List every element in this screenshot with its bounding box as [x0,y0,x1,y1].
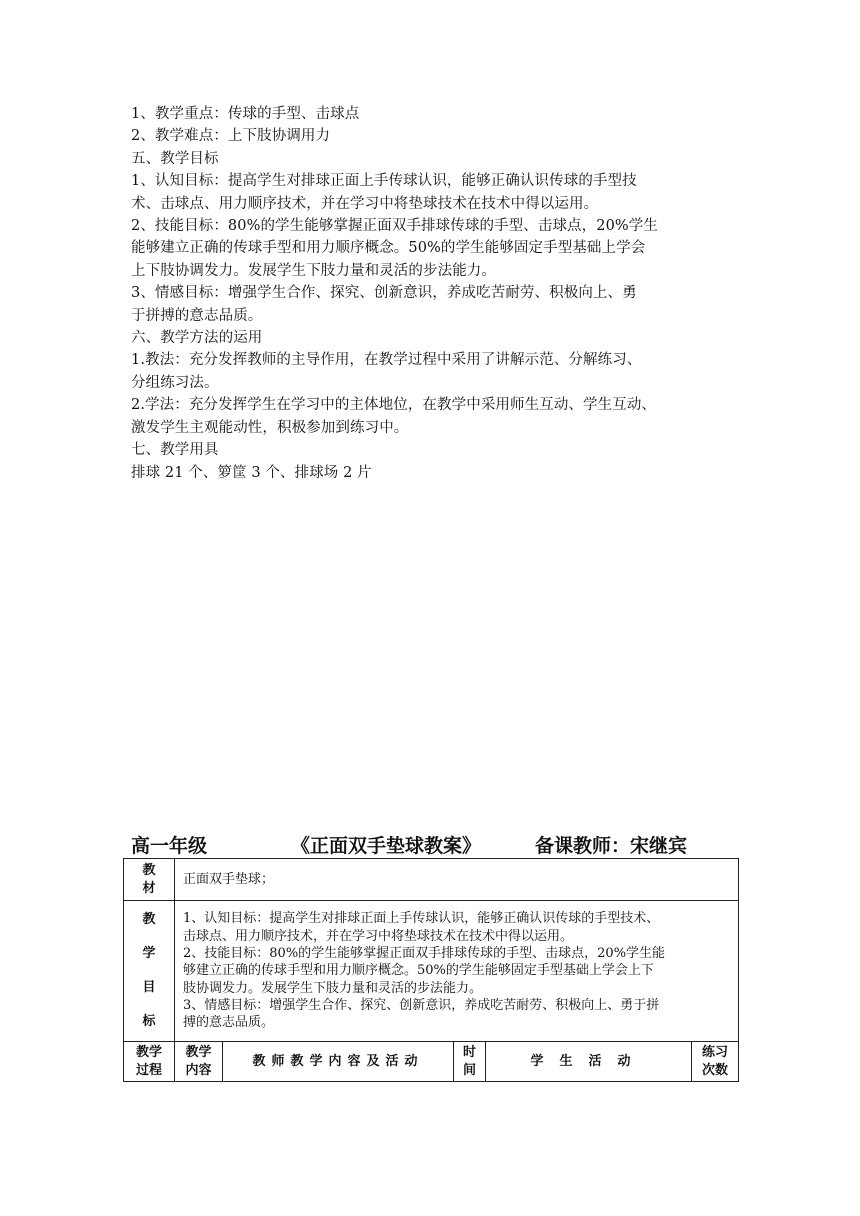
header-text: 练习 [702,1045,729,1061]
header-time [454,1042,486,1082]
text-line: 2、技能目标：80%的学生能够掌握正面双手排球传球的手型、击球点，20%学生 [131,218,658,235]
header-text: 教师教学内容及活动 [252,1053,424,1069]
text-line: 术、击球点、用力顺序技术，并在学习中将垫球技术在技术中得以运用。 [131,195,599,212]
header-text: 时 [462,1045,476,1061]
material-label-char: 材 [142,880,156,896]
body-text [131,103,731,484]
text-line: 排球 21 个、箩筐 3 个、排球场 2 片 [131,464,372,481]
header-text: 次数 [702,1062,729,1078]
text-line: 分组练习法。 [131,374,219,391]
goal-line: 搏的意志品质。 [183,1015,275,1031]
header-practice-count [692,1042,739,1082]
text-line: 1、教学重点：传球的手型、击球点 [131,106,360,122]
section-heading: 五、教学目标 [131,150,219,167]
goal-label-char: 标 [142,1014,156,1030]
goal-line: 击球点、用力顺序技术，并在学习中将垫球技术在技术中得以运用。 [183,928,574,944]
text-line: 2.学法：充分发挥学生在学习中的主体地位，在教学中采用师生互动、学生互动、 [131,397,657,414]
lesson-name: 《正面双手垫球教案》 [291,835,482,857]
text-line: 1.教法：充分发挥教师的主导作用，在教学过程中采用了讲解示范、分解练习、 [131,352,642,369]
header-teacher-activity [223,1042,454,1082]
goal-line: 1、认知目标：提高学生对排球正面上手传球认识，能够正确认识传球的手型技术、 [183,911,660,927]
material-row [124,859,739,901]
text-line: 激发学生主观能动性，积极参加到练习中。 [131,419,409,436]
grade-label: 高一年级 [131,835,208,857]
goal-line: 3、情感目标：增强学生合作、探究、创新意识，养成吃苦耐劳、积极向上、勇于拼 [183,997,660,1013]
header-text: 过程 [135,1062,162,1078]
goal-label [124,901,175,1042]
goal-line: 肢协调发力。发展学生下肢力量和灵活的步法能力。 [183,980,483,996]
header-text: 教学 [185,1045,212,1061]
header-process [124,1042,175,1082]
header-text: 教学 [135,1045,162,1061]
text-line: 3、情感目标：增强学生合作、探究、创新意识，养成吃苦耐劳、积极向上、勇 [131,285,637,302]
header-student-activity [486,1042,692,1082]
header-text: 学生活动 [530,1053,647,1069]
section-heading: 六、教学方法的运用 [131,330,263,347]
text-line: 于拼搏的意志品质。 [131,307,263,324]
text-line: 1、认知目标：提高学生对排球正面上手传球认识，能够正确认识传球的手型技 [131,173,637,190]
header-content [175,1042,223,1082]
header-text: 间 [462,1062,476,1078]
goal-line: 够建立正确的传球手型和用力顺序概念。50%的学生能够固定手型基础上学会上下 [183,963,654,979]
header-row [124,1042,739,1082]
goal-label-char: 目 [142,980,156,996]
goal-line: 2、技能目标：80%的学生能够掌握正面双手排球传球的手型、击球点，20%学生能 [183,946,666,962]
goal-text [175,901,739,1042]
goal-label-char: 教 [142,912,156,928]
goal-row [124,901,739,1042]
text-line: 2、教学难点：上下肢协调用力 [131,128,331,145]
header-text: 内容 [185,1062,212,1078]
section-heading: 七、教学用具 [131,442,219,459]
goal-label-char: 学 [142,946,156,962]
teacher-name: 备课教师：宋继宾 [535,835,688,857]
material-label-char: 教 [142,863,156,879]
text-line: 上下肢协调发力。发展学生下肢力量和灵活的步法能力。 [131,262,496,279]
material-value: 正面双手垫球； [175,859,739,901]
text-line: 能够建立正确的传球手型和用力顺序概念。50%的学生能够固定手型基础上学会 [131,240,646,257]
material-label [124,859,175,901]
lesson-plan-table [123,858,739,1082]
